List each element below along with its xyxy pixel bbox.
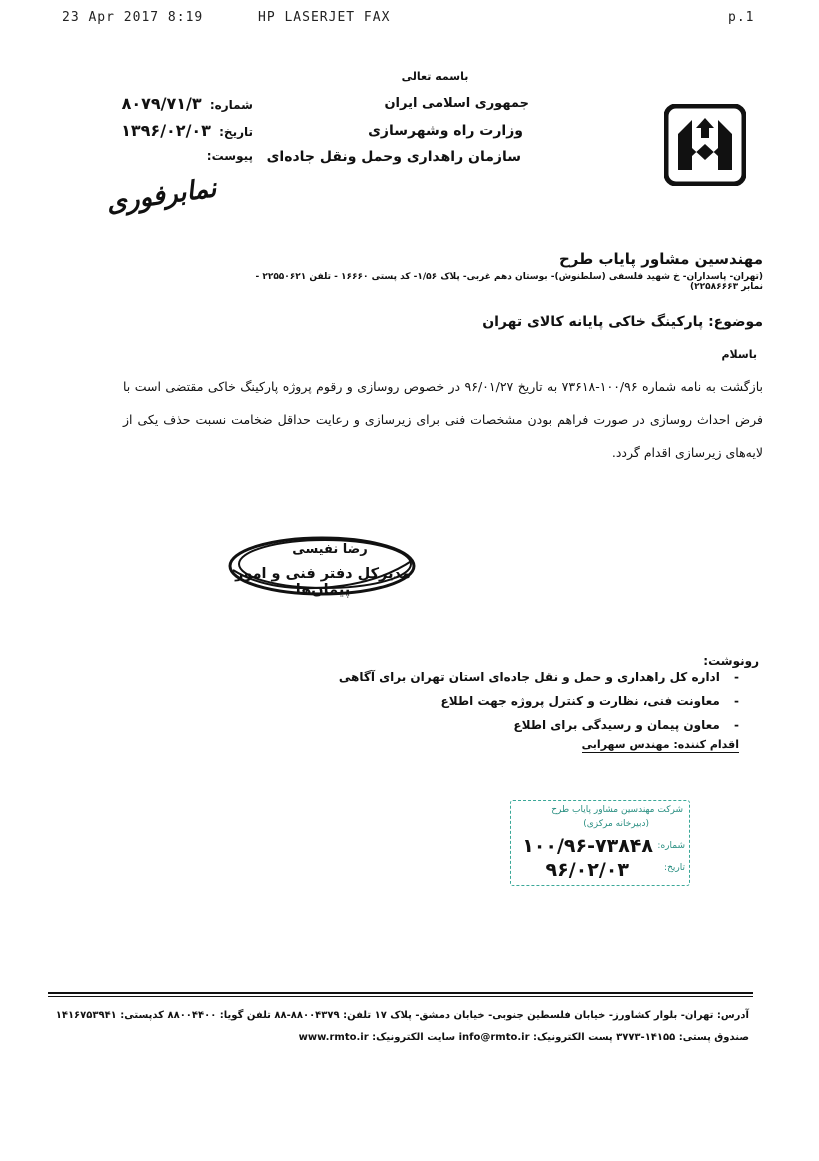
cc-item — [339, 670, 739, 684]
letter-number — [122, 94, 253, 113]
rmto-logo-icon — [664, 104, 746, 186]
fax-device: HP LASERJET FAX — [258, 10, 391, 25]
stamp-number-label: شماره: — [657, 841, 685, 851]
action-officer: اقدام کننده: مهندس سهرابی — [581, 738, 739, 751]
cc-dash: - — [734, 718, 739, 732]
cc-item — [441, 694, 739, 708]
footer-divider-thin — [48, 996, 753, 997]
letter-body: بازگشت به نامه شماره ۱۰۰/۹۶-۷۳۶۱۸ به تاریخ ۹۶/۰۱/۲۷ در خصوص روسازی و رقوم پروژه پارکینگ خاکی مقتضی است با فرض احداث روسازی در صورت فراهم بودن مشخصات فنی برای زیرسازی و رعایت حداقل ضخامت نسبت حذف یکی از لایه‌های زیرسازی اقدام گردد. — [123, 379, 763, 460]
cc-item — [513, 718, 739, 732]
letter-attachment — [207, 149, 253, 163]
org-line-ministry: وزارت راه وشهرسازی — [368, 123, 523, 139]
stamp-date-label: تاریخ: — [664, 863, 685, 873]
stamp-number-value: ۱۰۰/۹۶-۷۳۸۴۸ — [522, 835, 653, 857]
cc-dash: - — [734, 670, 739, 684]
footer-contact: صندوق پستی: ۱۴۱۵۵-۳۷۷۳ پست الکترونیک: info@rmto.ir سایت الکترونیک: www.rmto.ir — [298, 1032, 749, 1043]
letter-date-label: تاریخ: — [219, 125, 253, 139]
signatory-title: مدیرکل دفتر فنی و امور پیمان‌ها — [235, 566, 411, 598]
salutation: باسلام — [721, 348, 757, 361]
receipt-stamp — [510, 800, 690, 886]
letter-number-label: شماره: — [209, 98, 253, 112]
org-line-republic: جمهوری اسلامی ایران — [384, 96, 529, 111]
handwritten-note: نمابرفوری — [104, 173, 219, 219]
letter-subject: موضوع: پارکینگ خاکی پایانه کالای تهران — [482, 314, 763, 330]
footer-address: آدرس: تهران- بلوار کشاورز- خیابان فلسطین جنوبی- خیابان دمشق- پلاک ۱۷ تلفن: ۸۸۰۰۴۳۷۹-۸۸ تلفن گویا: ۸۸۰۰۴۴۰۰ کدپستی: ۱۴۱۶۷۵۳۹۴۱ — [55, 1010, 749, 1021]
stamp-date-value: ۹۶/۰۲/۰۳ — [545, 859, 629, 881]
letter-date — [121, 121, 253, 140]
org-line-organization: سازمان راهداری وحمل ونقل جاده‌ای — [266, 149, 521, 165]
letter-number-value: ۸۰۷۹/۷۱/۳ — [121, 94, 202, 113]
stamp-department: (دبیرخانه مرکزی) — [583, 819, 649, 829]
fax-header — [0, 8, 819, 28]
fax-page-number: p.1 — [728, 10, 755, 25]
basmala: باسمه تعالی — [401, 70, 469, 83]
signatory-name: رضا نفیسی — [292, 542, 368, 557]
recipient-name: مهندسین مشاور پایاب طرح — [558, 250, 763, 268]
cc-dash: - — [734, 694, 739, 708]
letter-date-value: ۱۳۹۶/۰۲/۰۳ — [121, 121, 211, 140]
letter-attachment-label: پیوست: — [206, 149, 253, 163]
footer-divider — [48, 992, 753, 994]
cc-item-text: معاونت فنی، نظارت و کنترل پروژه جهت اطلاع — [440, 694, 720, 708]
cc-item-text: معاون پیمان و رسیدگی برای اطلاع — [513, 718, 720, 732]
cc-item-text: اداره کل راهداری و حمل و نقل جاده‌ای استان تهران برای آگاهی — [338, 670, 720, 684]
fax-datetime: 23 Apr 2017 8:19 — [62, 10, 204, 25]
recipient-address: (تهران- پاسداران- خ شهید فلسفی (سلطنوش)- بوستان دهم غربی- پلاک ۱/۵۶- کد پستی ۱۶۶۶۰ - تلفن ۲۲۵۵۰۶۲۱ - نمابر ۲۲۵۸۶۶۶۳) — [255, 272, 763, 292]
cc-heading: رونوشت: — [703, 654, 759, 668]
stamp-company: شرکت مهندسین مشاور پایاب طرح — [551, 805, 683, 815]
